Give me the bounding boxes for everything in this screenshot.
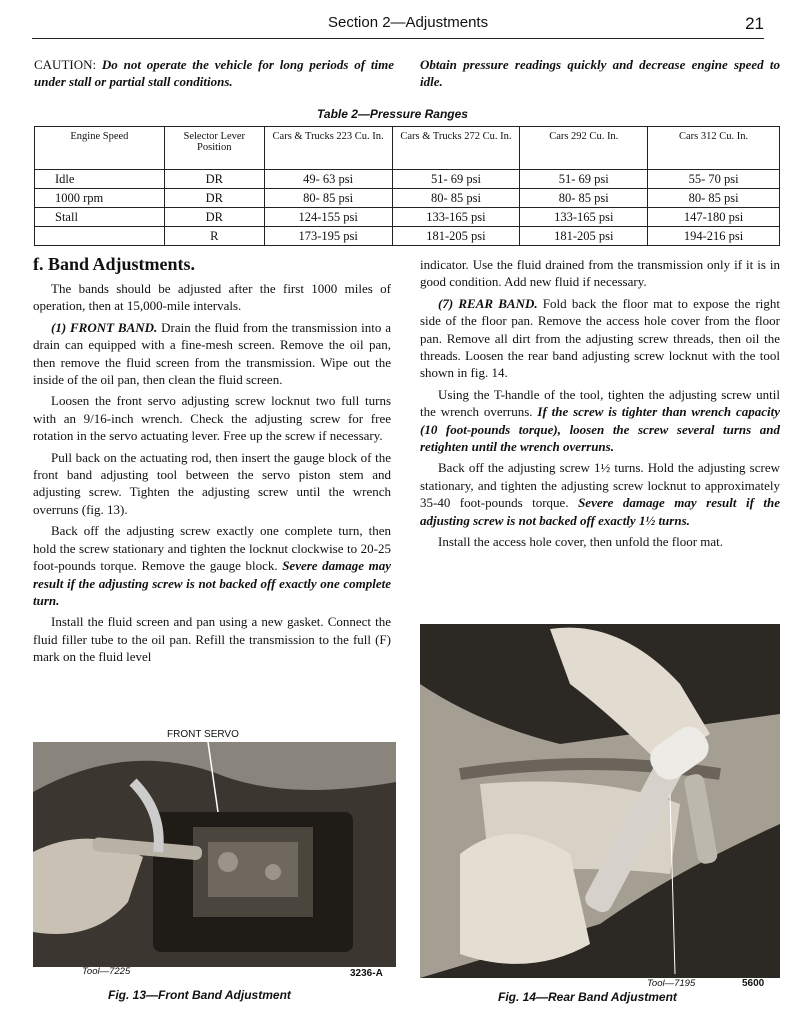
paragraph: indicator. Use the fluid drained from the transmission only if it is in good condition. Add new fluid if necessary. [420,257,780,290]
caution-left-text: Do not operate the vehicle for long periods of time under stall or partial stall conditions. [34,57,394,89]
front-band-lead: (1) FRONT BAND. [51,319,158,335]
warning-text: If the screw is tighter than wrench capacity (10 foot-pounds torque), loosen the screw several turns and retighten until the wrench overruns. [420,404,780,455]
table-cell: DR [164,170,264,189]
rear-band-photo-illustration [420,624,780,978]
fig13-photo [33,742,396,967]
paragraph-text: Back off the adjusting screw 1½ turns. Hold the adjusting screw stationary, and tighten the adjusting screw locknut to approximately 35-40 foot-pounds torque. [420,460,780,511]
table-cell: 181-205 psi [392,227,520,246]
fig13-caption: Fig. 13—Front Band Adjustment [108,988,291,1002]
page-number: 21 [745,14,764,33]
paragraph-text: Back off the adjusting screw exactly one complete turn, then hold the screw stationary and tighten the locknut clockwise to 20-25 foot-pounds torque. Remove the gauge block. [33,523,391,574]
caution-right: Obtain pressure readings quickly and decrease engine speed to idle. [420,57,780,89]
table-cell: 51- 69 psi [392,170,520,189]
paragraph: The bands should be adjusted after the first 1000 miles of operation, then at 15,000-mile intervals. [33,281,391,314]
paragraph: Pull back on the actuating rod, then insert the gauge block of the front band adjusting tool between the servo piston stem and adjusting screw. Tighten the adjusting screw until the wrench overruns (fig. 13). [33,449,391,517]
paragraph-text: Fold back the floor mat to expose the right side of the floor pan. Remove the access hole cover from the floor pan. Remove all dirt from the adjusting screw threads, then oil the threads. Loosen the rear band adjusting screw locknut with the tool shown in fig. 14. [420,295,780,381]
table-cell: R [164,227,264,246]
table-cell: 80- 85 psi [648,189,780,208]
warning-text: Severe damage may result if the adjusting screw is not backed off exactly one complete turn. [33,558,392,608]
section-heading: f. Band Adjustments. [33,254,196,274]
warning-text: Severe damage may result if the adjusting screw is not backed off exactly 1½ turns. [420,495,781,528]
table-cell: Stall [35,208,165,227]
header-223: Cars & Trucks 223 Cu. In. [264,127,392,170]
rear-band-lead: (7) REAR BAND. [438,295,538,311]
paragraph [33,319,391,389]
table-cell: DR [164,208,264,227]
paragraph: Install the access hole cover, then unfold the floor mat. [438,534,724,550]
fig13-tool-label: Tool—7225 [82,966,131,977]
paragraph: Loosen the front servo adjusting screw locknut two full turns with an 9/16-inch wrench. Check the adjusting screw for free rotation in the servo actuating lever. Free up the screw if necessary. [33,393,391,444]
fig14-number: 5600 [742,978,765,989]
header-272: Cars & Trucks 272 Cu. In. [392,127,520,170]
fig13-number: 3236-A [350,968,383,979]
header-selector: Selector Lever Position [164,127,264,170]
paragraph: Install the fluid screen and pan using a new gasket. Connect the fluid filler tube to the oil pan. Refill the transmission to the full (F) mark on the fluid level [33,614,391,665]
front-servo-label: FRONT SERVO [167,729,239,740]
table-row [35,227,780,246]
table-cell: 51- 69 psi [520,170,648,189]
table-cell: 133-165 psi [392,208,520,227]
table-cell: 181-205 psi [520,227,648,246]
fig14-photo [420,624,780,978]
section-title: Section 2—Adjustments [328,14,489,31]
table-cell: 49- 63 psi [264,170,392,189]
paragraph [420,386,780,456]
fig14-caption: Fig. 14—Rear Band Adjustment [498,990,677,1004]
caution-left [34,56,394,90]
left-column [33,280,391,670]
table-cell: 173-195 psi [264,227,392,246]
table-cell: 1000 rpm [35,189,165,208]
header-engine-speed: Engine Speed [35,127,165,170]
paragraph-text: Using the T-handle of the tool, tighten the adjusting screw until the wrench overruns. [420,386,780,420]
table-cell: 55- 70 psi [648,170,780,189]
table-row [35,208,780,227]
table-cell: DR [164,189,264,208]
table-row [35,170,780,189]
table-cell: 194-216 psi [648,227,780,246]
header-292: Cars 292 Cu. In. [520,127,648,170]
table-cell [35,227,165,246]
paragraph [33,522,391,609]
table-cell: 80- 85 psi [520,189,648,208]
paragraph [420,295,780,382]
table-header-row [35,127,780,170]
paragraph [420,459,780,529]
paragraph-text: Drain the fluid from the transmission into a drain can equipped with a fine-mesh screen. Remove the oil pan, then remove the fluid screen from the transmission. Wipe out the inside of the oil pan, then clean the fluid screen. [33,319,392,388]
table-cell: 133-165 psi [520,208,648,227]
header-312: Cars 312 Cu. In. [648,127,780,170]
table-cell: 147-180 psi [648,208,780,227]
front-band-photo-illustration [33,742,396,967]
table-cell: Idle [35,170,165,189]
table-cell: 80- 85 psi [392,189,520,208]
table-cell: 124-155 psi [264,208,392,227]
page-header [32,10,764,39]
table-title: Table 2—Pressure Ranges [317,107,468,121]
right-column [420,256,780,555]
fig14-tool-label: Tool—7195 [647,978,696,989]
caution-lead: CAUTION: [34,57,97,72]
table-row [35,189,780,208]
pressure-table [34,126,780,246]
table-cell: 80- 85 psi [264,189,392,208]
